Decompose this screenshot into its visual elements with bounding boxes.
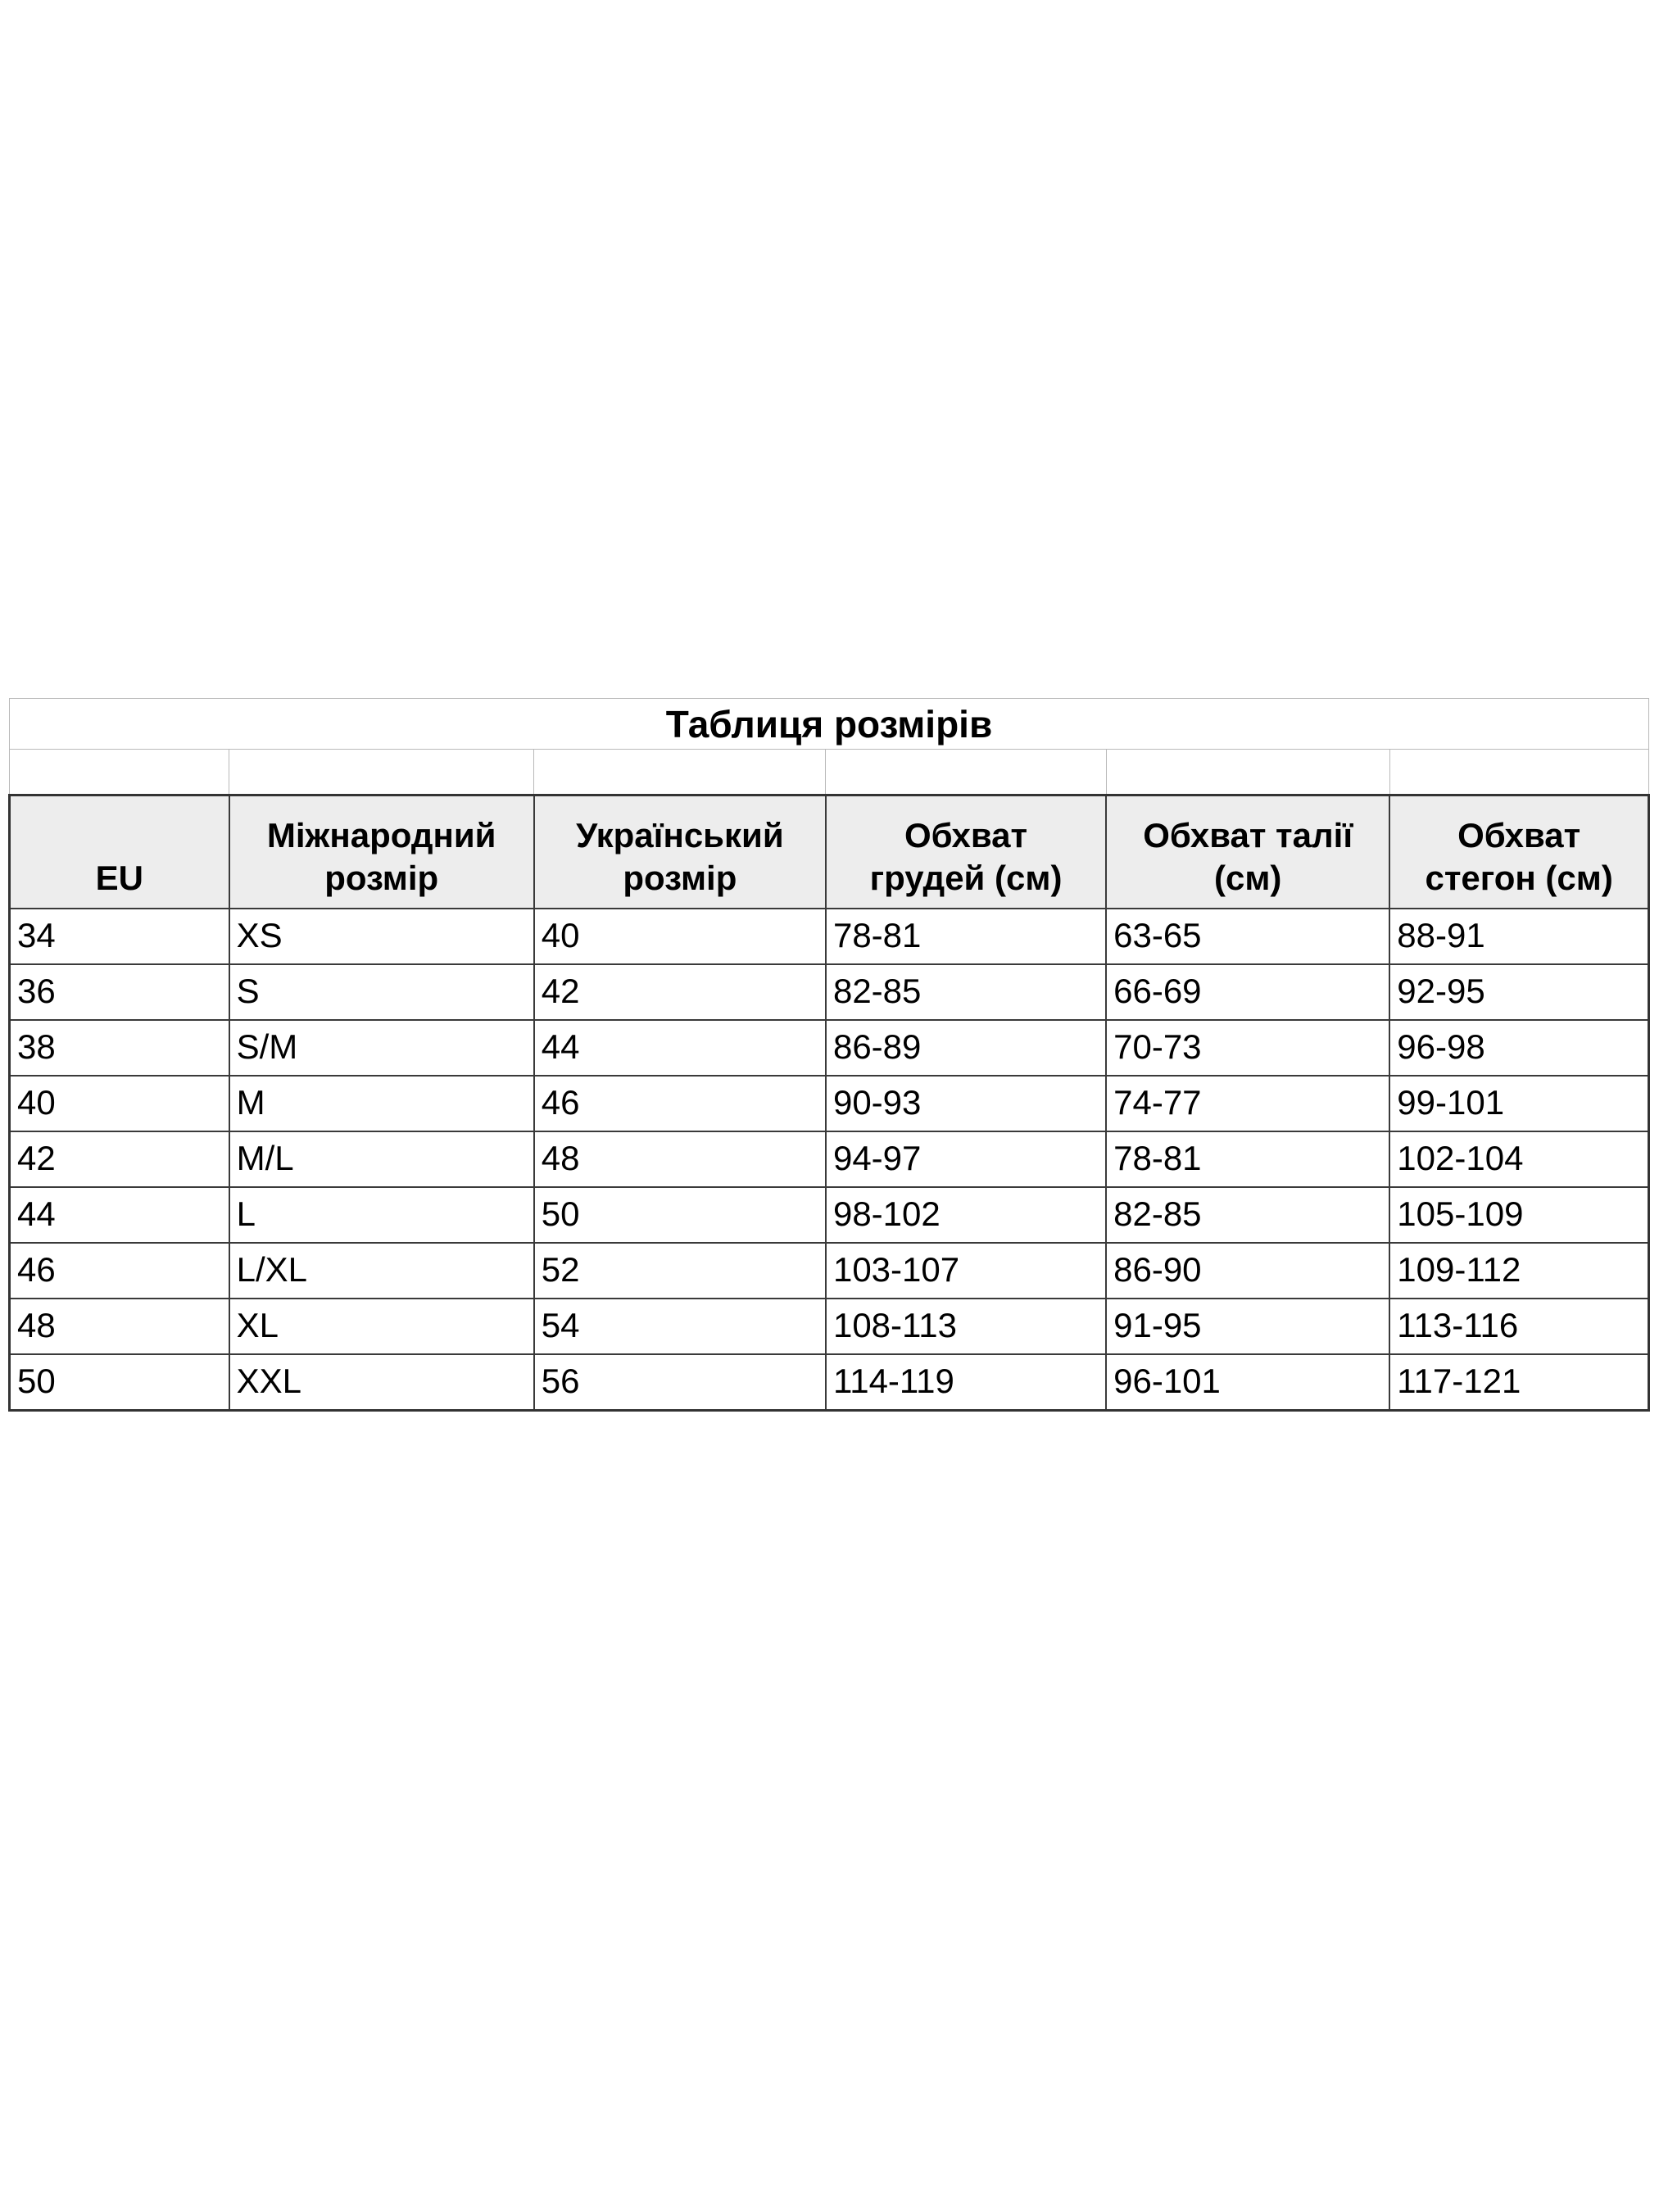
- spacer-cell: [534, 750, 826, 796]
- table-row: [10, 964, 1649, 1020]
- table-cell: 44: [10, 1187, 229, 1243]
- table-cell: M: [229, 1076, 534, 1131]
- table-cell: 54: [534, 1299, 826, 1354]
- table-cell: 40: [10, 1076, 229, 1131]
- table-cell: 50: [10, 1354, 229, 1411]
- table-cell: 94-97: [826, 1131, 1106, 1187]
- table-row: [10, 909, 1649, 964]
- column-header-hips: [1389, 796, 1648, 909]
- table-row: [10, 1354, 1649, 1411]
- spacer-cell: [1389, 750, 1648, 796]
- table-cell: 48: [534, 1131, 826, 1187]
- table-cell: 36: [10, 964, 229, 1020]
- spacer-cell: [826, 750, 1106, 796]
- table-cell: 34: [10, 909, 229, 964]
- table-cell: 74-77: [1106, 1076, 1389, 1131]
- table-cell: 86-89: [826, 1020, 1106, 1076]
- table-cell: 86-90: [1106, 1243, 1389, 1299]
- table-cell: 99-101: [1389, 1076, 1648, 1131]
- column-header-eu: [10, 796, 229, 909]
- spacer-row: [10, 750, 1649, 796]
- table-cell: 82-85: [1106, 1187, 1389, 1243]
- table-cell: 66-69: [1106, 964, 1389, 1020]
- table-cell: 70-73: [1106, 1020, 1389, 1076]
- header-line: Обхват: [1457, 816, 1581, 854]
- table-title: Таблиця розмірів: [10, 699, 1649, 750]
- table-cell: S/M: [229, 1020, 534, 1076]
- table-cell: 40: [534, 909, 826, 964]
- table-cell: 42: [534, 964, 826, 1020]
- column-header-chest: [826, 796, 1106, 909]
- table-cell: 46: [10, 1243, 229, 1299]
- table-cell: 90-93: [826, 1076, 1106, 1131]
- header-line: Обхват: [904, 816, 1028, 854]
- table-cell: M/L: [229, 1131, 534, 1187]
- table-cell: 109-112: [1389, 1243, 1648, 1299]
- table-row: [10, 1243, 1649, 1299]
- table-cell: XXL: [229, 1354, 534, 1411]
- table-cell: 52: [534, 1243, 826, 1299]
- spacer-cell: [10, 750, 229, 796]
- table-row: [10, 1131, 1649, 1187]
- header-line: Обхват талії: [1143, 816, 1353, 854]
- table-cell: S: [229, 964, 534, 1020]
- table-cell: 56: [534, 1354, 826, 1411]
- table-cell: 82-85: [826, 964, 1106, 1020]
- table-row: [10, 1076, 1649, 1131]
- spacer-cell: [1106, 750, 1389, 796]
- header-line: грудей (см): [869, 859, 1063, 897]
- table-cell: 38: [10, 1020, 229, 1076]
- table-cell: 88-91: [1389, 909, 1648, 964]
- spacer-cell: [229, 750, 534, 796]
- table-cell: 96-101: [1106, 1354, 1389, 1411]
- table-cell: 48: [10, 1299, 229, 1354]
- table-cell: 98-102: [826, 1187, 1106, 1243]
- header-line: розмір: [623, 859, 737, 897]
- table-cell: 113-116: [1389, 1299, 1648, 1354]
- column-header-international-size: [229, 796, 534, 909]
- table-row: [10, 1187, 1649, 1243]
- table-cell: 114-119: [826, 1354, 1106, 1411]
- table-cell: 46: [534, 1076, 826, 1131]
- table-cell: XS: [229, 909, 534, 964]
- header-line: Міжнародний: [266, 816, 496, 854]
- header-line: стегон (см): [1425, 859, 1613, 897]
- table-cell: 108-113: [826, 1299, 1106, 1354]
- table-cell: 42: [10, 1131, 229, 1187]
- table-cell: 103-107: [826, 1243, 1106, 1299]
- table-cell: 105-109: [1389, 1187, 1648, 1243]
- table-cell: 92-95: [1389, 964, 1648, 1020]
- table-cell: 78-81: [1106, 1131, 1389, 1187]
- table-cell: 117-121: [1389, 1354, 1648, 1411]
- table-cell: 91-95: [1106, 1299, 1389, 1354]
- size-table: [8, 698, 1650, 1412]
- table-cell: 50: [534, 1187, 826, 1243]
- column-header-ukrainian-size: [534, 796, 826, 909]
- table-title-row: [10, 699, 1649, 750]
- table-cell: 63-65: [1106, 909, 1389, 964]
- table-row: [10, 1299, 1649, 1354]
- header-line: (см): [1214, 859, 1282, 897]
- table-cell: 44: [534, 1020, 826, 1076]
- table-cell: 78-81: [826, 909, 1106, 964]
- header-line: EU: [95, 859, 143, 897]
- header-line: розмір: [324, 859, 439, 897]
- table-cell: 96-98: [1389, 1020, 1648, 1076]
- table-cell: 102-104: [1389, 1131, 1648, 1187]
- table-cell: L/XL: [229, 1243, 534, 1299]
- header-line: Український: [576, 816, 784, 854]
- size-table-container: [8, 698, 1650, 1412]
- column-header-waist: [1106, 796, 1389, 909]
- table-cell: L: [229, 1187, 534, 1243]
- table-row: [10, 1020, 1649, 1076]
- table-header-row: [10, 796, 1649, 909]
- table-cell: XL: [229, 1299, 534, 1354]
